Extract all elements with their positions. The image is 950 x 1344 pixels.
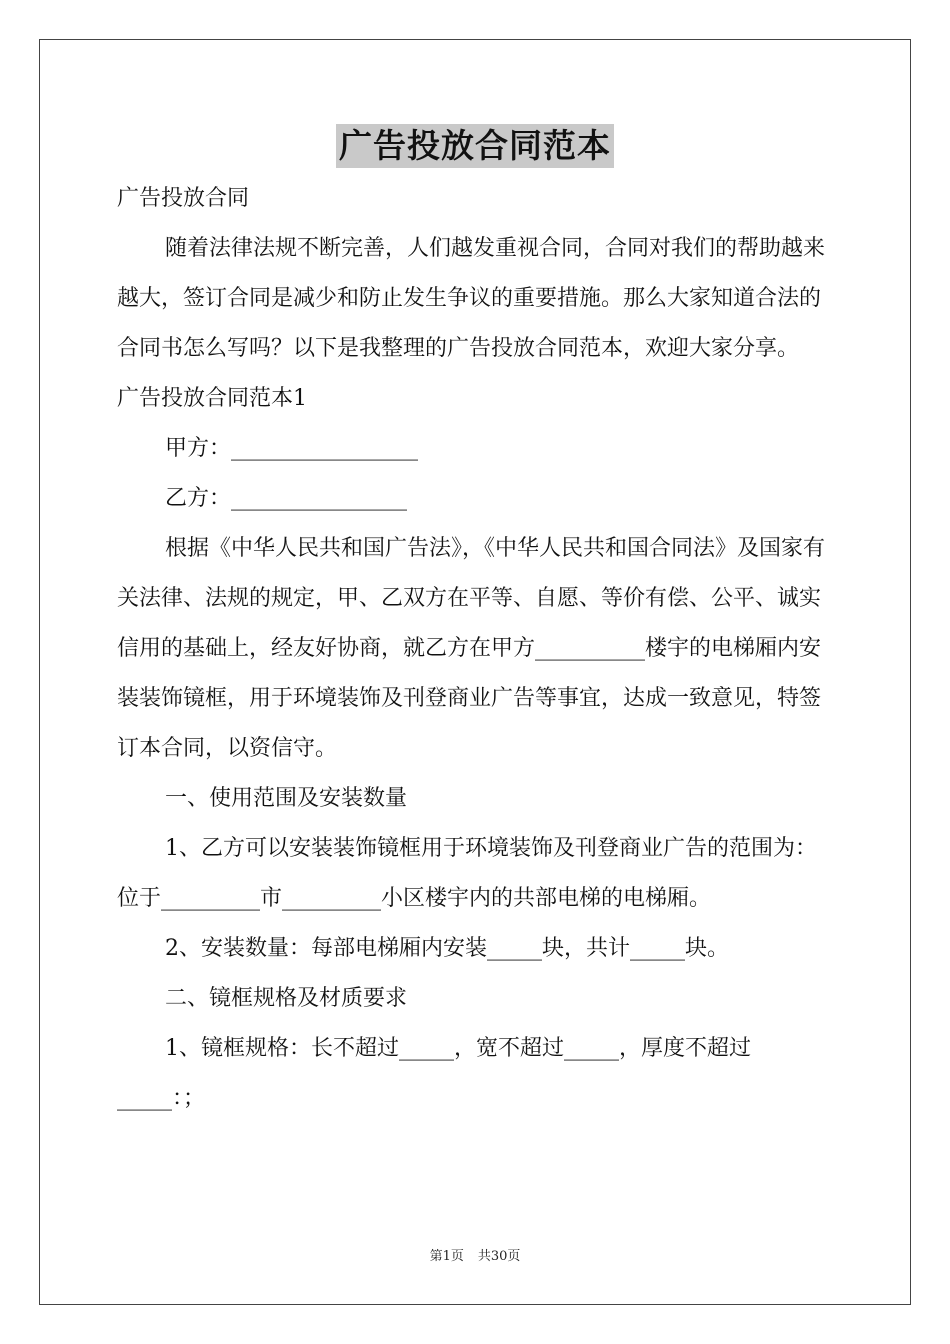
- clause-item: 1、镜框规格：长不超过_____，宽不超过_____，厚度不超过_____：；: [117, 1036, 751, 1111]
- title-container: [0, 124, 950, 168]
- page-number: 第1页: [429, 1249, 464, 1264]
- party-b-line: 乙方：________________: [165, 486, 408, 511]
- section-heading: 广告投放合同: [117, 186, 250, 211]
- clause-heading: 一、使用范围及安装数量: [165, 786, 408, 811]
- preamble-paragraph: 根据《中华人民共和国广告法》，《中华人民共和国合同法》及国家有关法律、法规的规定，甲、乙双方在平等、自愿、等价有偿、公平、诚实信用的基础上，经友好协商，就乙方在甲方__________楼宇的电梯厢内安装装饰镜框，用于环境装饰及刊登商业广告等事宜，达成一致意见，特签订本合同，以资信守。: [117, 536, 826, 761]
- document-title: 广告投放合同范本: [336, 124, 614, 168]
- section-heading: 广告投放合同范本1: [117, 386, 307, 411]
- party-a-line: 甲方：_________________: [165, 436, 419, 461]
- clause-item: 2、安装数量：每部电梯厢内安装_____块，共计_____块。: [165, 936, 729, 961]
- page-total: 共30页: [477, 1249, 521, 1264]
- document-body: [117, 174, 835, 1124]
- clause-item: 1、乙方可以安装装饰镜框用于环境装饰及刊登商业广告的范围为：位于_________市_________小区楼宇内的共部电梯的电梯厢。: [117, 836, 817, 911]
- clause-heading: 二、镜框规格及材质要求: [165, 986, 408, 1011]
- intro-paragraph: 随着法律法规不断完善，人们越发重视合同，合同对我们的帮助越来越大，签订合同是减少和防止发生争议的重要措施。那么大家知道合法的合同书怎么写吗？以下是我整理的广告投放合同范本，欢迎大家分享。: [117, 236, 826, 361]
- page-footer: [0, 1245, 950, 1264]
